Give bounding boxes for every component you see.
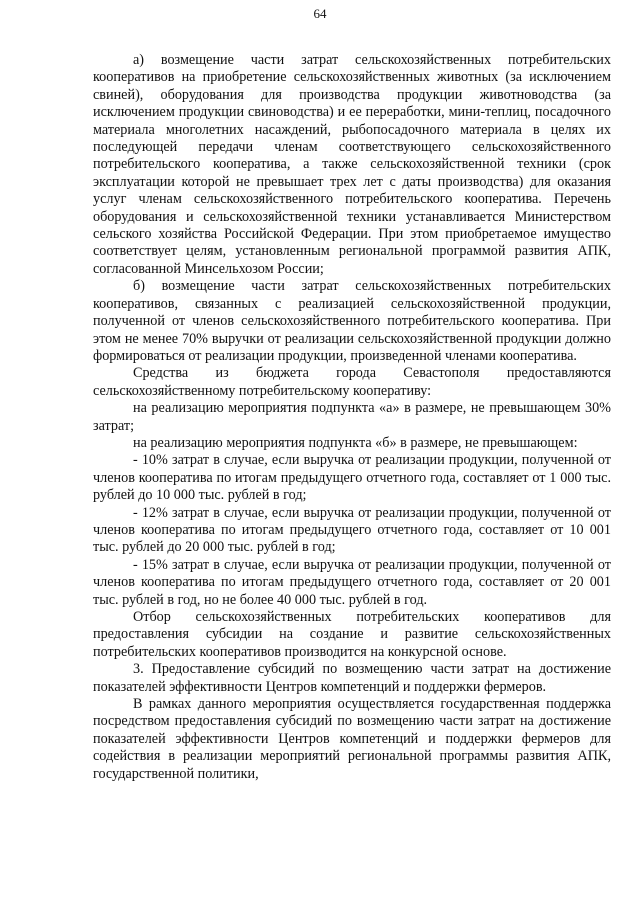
list-item-12-percent: - 12% затрат в случае, если выручка от реализации продукции, полученной от членов кооператива по итогам предыдущего отчетного года, составляет от 10 001 тыс. рублей до 20 000 тыс. рублей в год; (93, 504, 611, 556)
paragraph-budget-funds: Средства из бюджета города Севастополя предоставляются сельскохозяйственному потребительскому кооперативу: (93, 365, 611, 399)
paragraph-selection: Отбор сельскохозяйственных потребительских кооперативов для предоставления субсидии на создание и развитие сельскохозяйственных потребительских кооперативов производится на конкурсной основе. (93, 609, 611, 660)
page-number: 64 (313, 6, 327, 21)
document-body (93, 52, 611, 783)
paragraph-subsidy-b: б) возмещение части затрат сельскохозяйственных потребительских кооперативов, связанных с реализацией сельскохозяйственной продукции, полученной от членов сельскохозяйственного потребительского кооператива. При этом не менее 70% выручки от реализации сельскохозяйственной продукции должно формироваться от реализации продукции, произведенной членами кооператива. (93, 278, 611, 364)
paragraph-subsidy-a: а) возмещение части затрат сельскохозяйственных потребительских кооперативов на приобретение сельскохозяйственных животных (за исключением свиней), оборудования для производства продукции животноводства (за исключением продукции свиноводства) и ее переработки, мини-теплиц, посадочного материала многолетних насаждений, рыбопосадочного материала в целях их последующей передачи членам соответствующего сельскохозяйственного потребительского кооператива, а также сельскохозяйственной техники (срок эксплуатации которой не превышает трех лет с даты производства) для оказания услуг членам сельскохозяйственного потребительского кооператива. Перечень оборудования и сельскохозяйственной техники устанавливается Министерством сельского хозяйства Российской Федерации. При этом приобретаемое имущество соответствует целям, установленным региональной программой развития АПК, согласованной Минсельхозом России; (93, 52, 611, 277)
list-item-10-percent: - 10% затрат в случае, если выручка от реализации продукции, полученной от членов кооператива по итогам предыдущего отчетного года, составляет от 1 000 тыс. рублей до 10 000 тыс. рублей в год; (93, 452, 611, 504)
list-item-15-percent: - 15% затрат в случае, если выручка от реализации продукции, полученной от членов кооператива по итогам предыдущего отчетного года, составляет от 20 001 тыс. рублей в год, но не более 40 000 тыс. рублей в год. (93, 556, 611, 608)
paragraph-section-3: 3. Предоставление субсидий по возмещению части затрат на достижение показателей эффективности Центров компетенций и поддержки фермеров. (93, 661, 611, 695)
paragraph-section-3-body: В рамках данного мероприятия осуществляется государственная поддержка посредством предоставления субсидий по возмещению части затрат на достижение показателей эффективности Центров компетенций и поддержки фермеров для содействия в реализации мероприятий региональной программы развития АПК, государственной политики, (93, 696, 611, 782)
paragraph-limit-a: на реализацию мероприятия подпункта «а» в размере, не превышающем 30% затрат; (93, 400, 611, 434)
paragraph-limit-b: на реализацию мероприятия подпункта «б» в размере, не превышающем: (133, 434, 578, 451)
